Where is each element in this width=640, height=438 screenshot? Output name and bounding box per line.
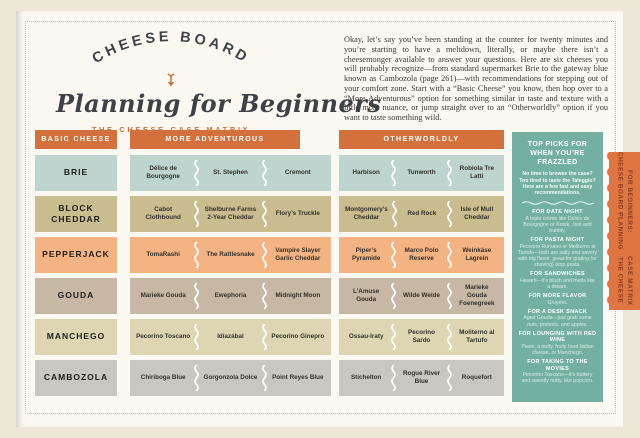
chapter-edge-tab (609, 152, 640, 310)
basic-cheese-cell: MANCHEGO (35, 319, 117, 355)
cheese-name: Montgomery’s Cheddar (345, 205, 388, 221)
cheese-name: Ossau-Iraty (348, 332, 384, 340)
squiggle-divider-icon (193, 365, 200, 391)
squiggle-divider-icon (261, 242, 268, 268)
book-page (16, 11, 623, 427)
otherworldly-cell (339, 360, 504, 396)
squiggle-divider-icon (446, 365, 453, 391)
intro-paragraph: Okay, let’s say you’ve been standing at the counter for twenty minutes and you’re starting to have a meltdown, literally, or maybe there isn’t a cheesemonger available to answer your questions. Here are six cheeses you will probably recognize—from standard supermarket Brie to the gateway blue known as Cambozola (page 261)—with recommendations for stepping out of your comfort zone. Start with a “Basic Cheese” you know, then hop over to a “More Adventurous” option for something similar in taste and texture with a little more nuance, or jump straight over to an “Otherworldly” option if you want to taste something wild. (344, 35, 608, 123)
adventurous-cell (130, 155, 331, 191)
cheese-name: L’Amuse Gouda (353, 287, 380, 303)
cheese-name: Délice de Bourgogne (146, 164, 180, 180)
squiggle-divider-icon (390, 283, 397, 309)
squiggle-divider-icon (261, 365, 268, 391)
table-row-manchego (35, 319, 504, 355)
sidebar-section-heading: FOR A DESK SNACK (527, 308, 588, 315)
squiggle-divider-icon (446, 160, 453, 186)
tab-line-1: CHEESE BOARD PLANNING FOR BEGINNERS: (616, 152, 633, 251)
header-more-adventurous: MORE ADVENTUROUS (130, 130, 300, 149)
basic-cheese-cell: BRIE (35, 155, 117, 191)
squiggle-divider-icon (261, 160, 268, 186)
cheese-name: Pecorino Ginepro (271, 332, 325, 340)
cheese-name: Piper’s Pyramide (351, 246, 381, 262)
cheese-name: Cremont (284, 168, 311, 176)
adventurous-cell (130, 237, 331, 273)
otherworldly-cell (339, 319, 504, 355)
sidebar-section-heading: FOR PASTA NIGHT (530, 237, 585, 244)
adventurous-cell (130, 360, 331, 396)
arch-text: CHEESE BOARD (89, 31, 253, 68)
sidebar-section-body: Pecorino Toscano—it’s buttery and sweetly nutty, like popcorn. (521, 372, 594, 385)
sidebar-section-body: Havarti—it’s plush and melts like a dream. (520, 277, 595, 290)
cheese-name: Marieke Gouda (140, 291, 186, 299)
squiggle-divider-icon (446, 283, 453, 309)
top-picks-sidebar (512, 132, 603, 402)
cheese-name: Harbison (352, 168, 380, 176)
squiggle-divider-icon (193, 160, 200, 186)
cheese-name: Chiriboga Blue (140, 373, 186, 381)
table-row-cambozola (35, 360, 504, 396)
cheese-name: TomaRashi (146, 250, 180, 258)
basic-cheese-cell: CAMBOZOLA (35, 360, 117, 396)
sidebar-title: TOP PICKS FOR WHEN YOU’RE FRAZZLED (527, 141, 588, 167)
squiggle-divider-icon (446, 242, 453, 268)
table-row-pepperjack (35, 237, 504, 273)
cheese-name: Marco Polo Reserve (404, 246, 439, 262)
cheese-name: Robiola Tre Latti (459, 164, 494, 180)
squiggle-divider-icon (193, 283, 200, 309)
cheese-name: Midnight Moon (275, 291, 321, 299)
otherworldly-cell (339, 155, 504, 191)
cheese-name: Roquefort (461, 373, 492, 381)
cheese-name: Cabot Clothbound (145, 205, 181, 221)
squiggle-divider-icon (391, 201, 398, 227)
cheese-name: Flory’s Truckle (275, 209, 320, 217)
otherworldly-cell (339, 237, 504, 273)
squiggle-divider-icon (446, 324, 453, 350)
cheese-name: Marieke Gouda Foenegreek (459, 283, 495, 308)
tab-line-2: THE CHEESE CASE MATRIX (616, 255, 633, 306)
cheese-name: Idiazábal (217, 332, 244, 340)
squiggle-divider-icon (390, 160, 397, 186)
squiggle-divider-icon (261, 324, 268, 350)
cheese-name: Rogue River Blue (402, 369, 441, 385)
sidebar-section-body: Aged Gouda—just grab some nuts, pretzels, and apples. (523, 315, 592, 328)
sidebar-intro: No time to browse the case? Too tired to taste the Taleggio? Here are a few fast and easy recommendations. (519, 171, 596, 196)
header-basic-cheese: BASIC CHEESE (35, 130, 117, 149)
svg-text:CHEESE BOARD (90, 31, 253, 67)
sidebar-section-heading: FOR LOUNGING WITH RED WINE (518, 330, 597, 344)
squiggle-divider-icon (446, 201, 453, 227)
chapter-logo (56, 31, 382, 134)
table-row-brie (35, 155, 504, 191)
cheese-name: Moliterno al Tartufo (459, 328, 495, 344)
down-arrow-icon (165, 73, 177, 87)
cheese-name: Ewephoria (214, 291, 247, 299)
cheese-name: Pecorino Toscano (136, 332, 191, 340)
table-row-block-cheddar (35, 196, 504, 232)
otherworldly-cell (339, 278, 504, 314)
basic-cheese-cell: BLOCK CHEDDAR (35, 196, 117, 232)
squiggle-divider-icon (193, 201, 200, 227)
squiggle-divider-icon (261, 201, 268, 227)
cheese-name: Wilde Weide (403, 291, 440, 299)
table-row-gouda (35, 278, 504, 314)
squiggle-divider-icon (261, 283, 268, 309)
sidebar-section-heading: FOR MORE FLAVOR (528, 293, 587, 300)
adventurous-cell (130, 278, 331, 314)
cheese-name: Vampire Slayer Garlic Cheddar (275, 246, 321, 262)
cheese-name: Pecorino Sardo (408, 328, 435, 344)
cheese-name: Shelburne Farms 2-Year Cheddar (204, 205, 257, 221)
arched-title (61, 31, 281, 79)
sidebar-section-body: A triple crème like Délice de Bourgogne or Kunik. Just add bubbly. (523, 215, 592, 235)
sidebar-section-body: Gruyère. (547, 299, 568, 306)
otherworldly-cell (339, 196, 504, 232)
squiggle-divider-icon (390, 242, 397, 268)
sidebar-section-heading: FOR TAKING TO THE MOVIES (527, 359, 588, 372)
sidebar-section-body: Piave, a nutty, fruity hard Italian cheese, or Manchego. (521, 343, 594, 356)
matrix-header-row (35, 130, 504, 149)
basic-cheese-cell: PEPPERJACK (35, 237, 117, 273)
page-title: Planning for Beginners (56, 89, 382, 118)
basic-cheese-cell: GOUDA (35, 278, 117, 314)
cheese-name: Isle of Mull Cheddar (460, 205, 494, 221)
wavy-divider-icon (522, 200, 594, 206)
cheese-name: Point Reyes Blue (272, 373, 324, 381)
squiggle-divider-icon (390, 324, 397, 350)
adventurous-cell (130, 196, 331, 232)
sidebar-section-heading: FOR SANDWICHES (530, 271, 585, 278)
cheese-name: Stichelton (350, 373, 382, 381)
cheese-name: Tunworth (407, 168, 436, 176)
cheese-name: The Rattlesnake (206, 250, 255, 258)
squiggle-divider-icon (390, 365, 397, 391)
tab-text (609, 152, 640, 310)
cheese-case-matrix (35, 130, 504, 401)
sidebar-section-body: Pecorino Romano or Moliterno al Tartufo—both are salty and savory with big flavor, great for grating (or shaving) atop pasta. (518, 243, 598, 269)
header-otherworldly: OTHERWORLDLY (339, 130, 504, 149)
cheese-name: Red Rock (407, 209, 437, 217)
cheese-name: Gorgonzola Dolce (203, 373, 258, 381)
squiggle-divider-icon (193, 324, 200, 350)
adventurous-cell (130, 319, 331, 355)
squiggle-divider-icon (193, 242, 200, 268)
sidebar-section-heading: FOR DATE NIGHT (532, 209, 583, 216)
cheese-name: St. Stephen (213, 168, 248, 176)
cheese-name: Weinkäse Lagrein (462, 246, 492, 262)
